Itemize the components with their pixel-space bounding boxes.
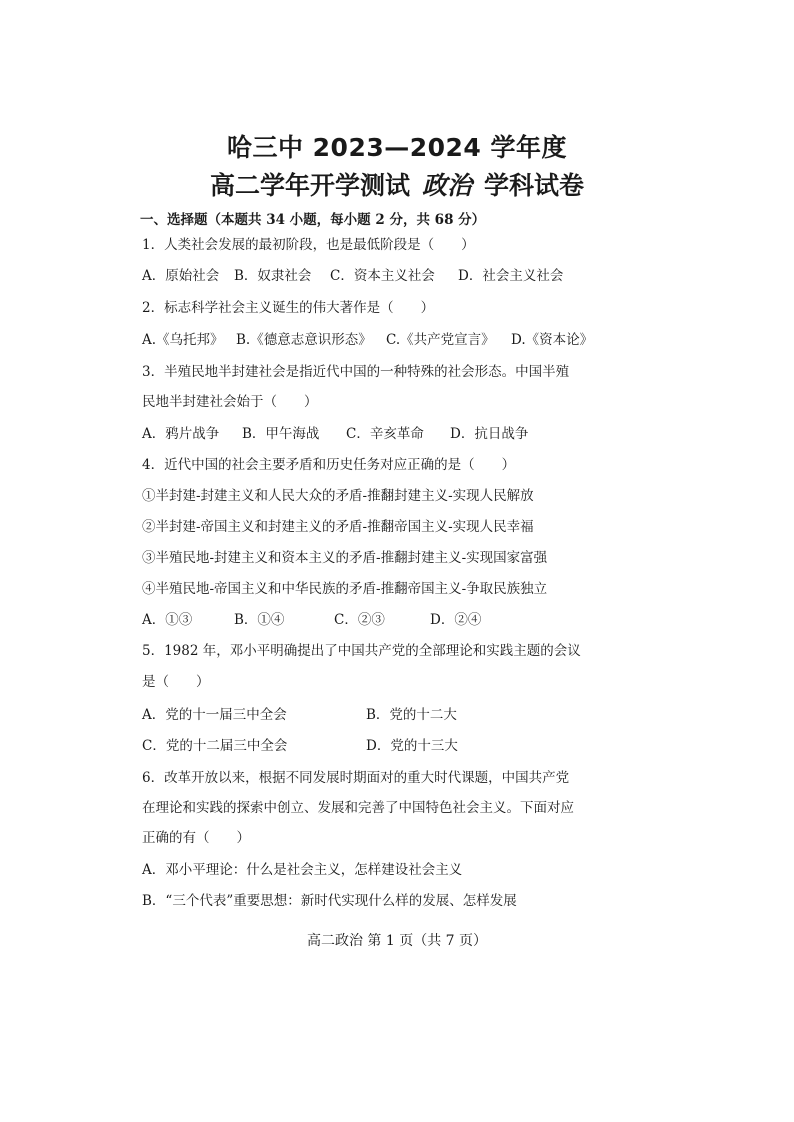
option-d: D.《资本论》 <box>511 332 594 348</box>
option-c: C．辛亥革命 <box>346 426 424 442</box>
option-d: D．抗日战争 <box>450 426 529 442</box>
option-b: B.《德意志意识形态》 <box>236 332 372 348</box>
question-6-option-b: B．“三个代表”重要思想：新时代实现什么样的发展、怎样发展 <box>142 893 517 909</box>
question-5-options-row1 <box>142 703 742 723</box>
option-b: B．党的十二大 <box>366 707 457 723</box>
option-a: A．原始社会 <box>142 268 220 284</box>
option-a: A．党的十一届三中全会 <box>142 707 287 723</box>
question-3-options <box>142 422 742 442</box>
question-6-stem-cont: 在理论和实践的探索中创立、发展和完善了中国特色社会主义。下面对应 <box>142 800 574 816</box>
question-1-options <box>142 264 742 284</box>
question-3-stem: 3．半殖民地半封建社会是指近代中国的一种特殊的社会形态。中国半殖 <box>142 364 570 380</box>
option-b: B．奴隶社会 <box>234 268 312 284</box>
option-c: C．②③ <box>334 612 385 628</box>
question-5-stem: 5．1982 年，邓小平明确提出了中国共产党的全部理论和实践主题的会议 <box>142 643 581 659</box>
option-b: B．①④ <box>234 612 285 628</box>
question-6-stem: 6．改革开放以来，根据不同发展时期面对的重大时代课题，中国共产党 <box>142 770 570 786</box>
question-5-stem-cont: 是（ ） <box>142 674 210 690</box>
question-6-option-a: A．邓小平理论：什么是社会主义，怎样建设社会主义 <box>142 862 463 878</box>
question-4-item-4: ④半殖民地-帝国主义和中华民族的矛盾-推翻帝国主义-争取民族独立 <box>142 581 548 597</box>
title-prefix: 高二学年开学测试 <box>209 171 410 200</box>
option-a: A．鸦片战争 <box>142 426 220 442</box>
option-c: C.《共产党宣言》 <box>386 332 495 348</box>
option-d: D．党的十三大 <box>366 738 458 754</box>
page-footer: 高二政治 第 1 页（共 7 页） <box>306 933 488 949</box>
option-a: A．①③ <box>142 612 193 628</box>
option-c: C．资本主义社会 <box>330 268 435 284</box>
question-5-options-row2 <box>142 734 742 754</box>
question-4-item-2: ②半封建-帝国主义和封建主义的矛盾-推翻帝国主义-实现人民幸福 <box>142 519 534 535</box>
option-d: D．社会主义社会 <box>458 268 564 284</box>
question-1-stem: 1．人类社会发展的最初阶段，也是最低阶段是（ ） <box>142 237 475 253</box>
question-4-stem: 4．近代中国的社会主要矛盾和历史任务对应正确的是（ ） <box>142 457 516 473</box>
section-heading: 一、选择题（本题共 34 小题，每小题 2 分，共 68 分） <box>140 212 486 228</box>
exam-title-line1: 哈三中 2023—2024 学年度 <box>226 133 568 162</box>
question-3-stem-cont: 民地半封建社会始于（ ） <box>142 394 318 410</box>
question-4-item-3: ③半殖民地-封建主义和资本主义的矛盾-推翻封建主义-实现国家富强 <box>142 550 548 566</box>
question-2-options <box>142 328 742 348</box>
option-c: C．党的十二届三中全会 <box>142 738 288 754</box>
question-2-stem: 2．标志科学社会主义诞生的伟大著作是（ ） <box>142 300 435 316</box>
question-6-stem-end: 正确的有（ ） <box>142 830 250 846</box>
option-b: B．甲午海战 <box>242 426 320 442</box>
exam-title-line2 <box>0 166 794 202</box>
subject-name: 政治 <box>421 171 472 200</box>
option-a: A.《乌托邦》 <box>142 332 224 348</box>
question-4-item-1: ①半封建-封建主义和人民大众的矛盾-推翻封建主义-实现人民解放 <box>142 488 534 504</box>
option-d: D．②④ <box>430 612 482 628</box>
title-suffix: 学科试卷 <box>484 171 585 200</box>
question-4-options <box>142 608 742 628</box>
